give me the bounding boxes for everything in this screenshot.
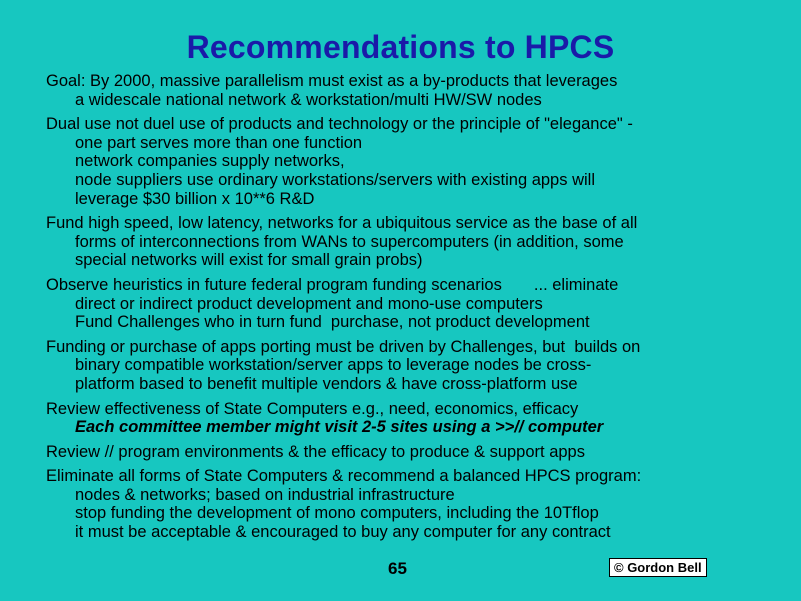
text-line: forms of interconnections from WANs to supercomputers (in addition, some <box>75 232 624 251</box>
text-line: Review // program environments & the efficacy to produce & support apps <box>46 442 585 461</box>
text-line: Review effectiveness of State Computers e.g., need, economics, efficacy <box>46 399 579 418</box>
slide-title: Recommendations to HPCS <box>186 29 615 65</box>
page-number: 65 <box>388 559 407 578</box>
text-line: a widescale national network & workstation/multi HW/SW nodes <box>75 90 542 109</box>
text-line: stop funding the development of mono computers, including the 10Tflop <box>75 504 599 523</box>
text-line: leverage $30 billion x 10**6 R&D <box>75 189 315 208</box>
text-line: Observe heuristics in future federal program funding scenarios ... eliminate <box>46 275 619 294</box>
text-line: Goal: By 2000, massive parallelism must exist as a by-products that leverages <box>46 72 618 90</box>
paragraph-observe-heuristics <box>46 276 796 332</box>
paragraph-fund-networks <box>46 214 796 270</box>
paragraph-funding-apps <box>46 338 796 394</box>
paragraph-eliminate <box>46 467 796 541</box>
text-line: Funding or purchase of apps porting must be driven by Challenges, but builds on <box>46 337 641 356</box>
text-line: special networks will exist for small grain probs) <box>75 251 423 270</box>
paragraph-review-program <box>46 443 796 462</box>
paragraph-dual-use <box>46 115 796 208</box>
copyright-notice: © Gordon Bell <box>609 558 707 577</box>
text-line: one part serves more than one function <box>75 133 363 152</box>
paragraph-goal <box>46 72 796 109</box>
text-line: Fund Challenges who in turn fund purchase, not product development <box>75 313 590 332</box>
text-line-emphasis: Each committee member might visit 2-5 sites using a >>// computer <box>75 418 604 437</box>
text-line: network companies supply networks, <box>75 152 345 171</box>
text-line: it must be acceptable & encouraged to buy any computer for any contract <box>75 523 611 542</box>
text-line: node suppliers use ordinary workstations/servers with existing apps will <box>75 170 595 189</box>
text-line: Dual use not duel use of products and technology or the principle of "elegance" - <box>46 115 633 134</box>
paragraph-review-effectiveness <box>46 400 796 437</box>
slide-body <box>46 72 796 542</box>
text-line: Eliminate all forms of State Computers & recommend a balanced HPCS program: <box>46 467 642 486</box>
text-line: nodes & networks; based on industrial infrastructure <box>75 485 455 504</box>
text-line: platform based to benefit multiple vendors & have cross-platform use <box>75 374 578 393</box>
text-line: Fund high speed, low latency, networks for a ubiquitous service as the base of all <box>46 214 638 233</box>
text-line: direct or indirect product development and mono-use computers <box>75 294 543 313</box>
text-line: binary compatible workstation/server apps to leverage nodes be cross- <box>75 356 592 375</box>
